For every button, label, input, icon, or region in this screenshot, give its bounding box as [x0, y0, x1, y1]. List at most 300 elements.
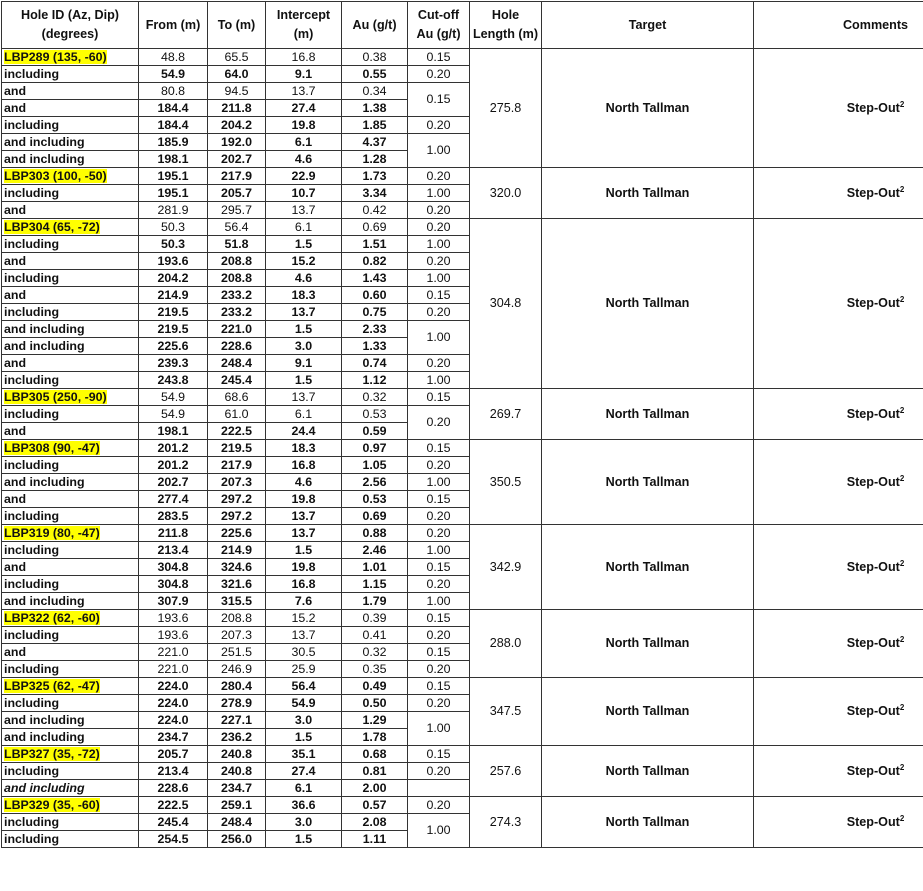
to-cell: 64.0 [208, 66, 266, 83]
table-row [2, 168, 923, 185]
au-cell: 2.46 [342, 542, 408, 559]
interval-label-cell [2, 712, 139, 729]
cutoff-cell: 0.20 [408, 508, 470, 525]
interval-label-cell [2, 644, 139, 661]
footnote-ref: 2 [900, 473, 904, 482]
interval-label: and [4, 101, 26, 115]
from-cell: 222.5 [139, 797, 208, 814]
from-cell: 202.7 [139, 474, 208, 491]
interval-label-cell [2, 763, 139, 780]
interval-label-cell [2, 695, 139, 712]
interval-label-cell [2, 66, 139, 83]
interval-label-cell [2, 729, 139, 746]
interval-label: and [4, 645, 26, 659]
interval-label-cell [2, 236, 139, 253]
target-cell: North Tallman [542, 49, 754, 168]
interval-label-cell [2, 559, 139, 576]
interval-label: and [4, 560, 26, 574]
from-cell: 228.6 [139, 780, 208, 797]
cutoff-cell: 1.00 [408, 270, 470, 287]
comment-cell [754, 219, 923, 389]
cutoff-cell: 0.20 [408, 66, 470, 83]
intercept-cell: 19.8 [266, 491, 342, 508]
footnote-ref: 2 [900, 184, 904, 193]
interval-label-cell [2, 508, 139, 525]
footnote-ref: 2 [900, 99, 904, 108]
au-cell: 0.39 [342, 610, 408, 627]
from-cell: 201.2 [139, 440, 208, 457]
interval-label: including [4, 764, 59, 778]
from-cell: 54.9 [139, 406, 208, 423]
intercept-cell: 9.1 [266, 355, 342, 372]
interval-label: and including [4, 594, 85, 608]
intercept-cell: 30.5 [266, 644, 342, 661]
hole-id-cell [2, 525, 139, 542]
intercept-cell: 13.7 [266, 202, 342, 219]
from-cell: 211.8 [139, 525, 208, 542]
interval-label: and including [4, 152, 85, 166]
au-cell: 0.68 [342, 746, 408, 763]
from-cell: 205.7 [139, 746, 208, 763]
intercept-cell: 3.0 [266, 338, 342, 355]
to-cell: 207.3 [208, 627, 266, 644]
cutoff-cell: 1.00 [408, 814, 470, 848]
target-cell: North Tallman [542, 168, 754, 219]
to-cell: 233.2 [208, 287, 266, 304]
comment-cell [754, 525, 923, 610]
comment-cell [754, 746, 923, 797]
intercept-cell: 13.7 [266, 83, 342, 100]
cutoff-cell: 0.15 [408, 440, 470, 457]
target-cell: North Tallman [542, 678, 754, 746]
footnote-ref: 2 [900, 295, 904, 304]
to-cell: 217.9 [208, 168, 266, 185]
hole-id: LBP289 (135, -60) [4, 50, 107, 64]
from-cell: 245.4 [139, 814, 208, 831]
hole-length-cell: 274.3 [470, 797, 542, 848]
au-cell: 1.73 [342, 168, 408, 185]
to-cell: 228.6 [208, 338, 266, 355]
hole-length-cell: 257.6 [470, 746, 542, 797]
interval-label: including [4, 118, 59, 132]
intercept-cell: 54.9 [266, 695, 342, 712]
cutoff-cell: 0.20 [408, 525, 470, 542]
interval-label: including [4, 67, 59, 81]
from-cell: 204.2 [139, 270, 208, 287]
from-cell: 239.3 [139, 355, 208, 372]
interval-label: and [4, 356, 26, 370]
au-cell: 0.69 [342, 219, 408, 236]
from-cell: 195.1 [139, 168, 208, 185]
interval-label: including [4, 509, 59, 523]
au-cell: 1.33 [342, 338, 408, 355]
interval-label: including [4, 662, 59, 676]
target-cell: North Tallman [542, 219, 754, 389]
au-cell: 0.59 [342, 423, 408, 440]
to-cell: 207.3 [208, 474, 266, 491]
from-cell: 304.8 [139, 559, 208, 576]
intercept-cell: 22.9 [266, 168, 342, 185]
au-cell: 0.60 [342, 287, 408, 304]
interval-label-cell [2, 593, 139, 610]
from-cell: 198.1 [139, 423, 208, 440]
interval-label-cell [2, 321, 139, 338]
from-cell: 221.0 [139, 661, 208, 678]
from-cell: 50.3 [139, 219, 208, 236]
cutoff-cell: 1.00 [408, 321, 470, 355]
interval-label-cell [2, 542, 139, 559]
to-cell: 297.2 [208, 508, 266, 525]
from-cell: 281.9 [139, 202, 208, 219]
from-cell: 219.5 [139, 304, 208, 321]
comment-cell [754, 168, 923, 219]
au-cell: 0.74 [342, 355, 408, 372]
from-cell: 283.5 [139, 508, 208, 525]
comment-text: Step-Out [847, 560, 900, 574]
from-cell: 198.1 [139, 151, 208, 168]
to-cell: 245.4 [208, 372, 266, 389]
interval-label: including [4, 373, 59, 387]
interval-label-cell [2, 83, 139, 100]
hole-id-cell [2, 440, 139, 457]
table-row [2, 219, 923, 236]
interval-label-cell [2, 253, 139, 270]
cutoff-cell: 1.00 [408, 134, 470, 168]
target-cell: North Tallman [542, 610, 754, 678]
cutoff-cell: 0.15 [408, 559, 470, 576]
table-row [2, 746, 923, 763]
comment-cell [754, 797, 923, 848]
footnote-ref: 2 [900, 558, 904, 567]
intercept-cell: 13.7 [266, 304, 342, 321]
intercept-cell: 16.8 [266, 576, 342, 593]
interval-label: and including [4, 135, 85, 149]
interval-label: and [4, 84, 26, 98]
from-cell: 213.4 [139, 542, 208, 559]
to-cell: 221.0 [208, 321, 266, 338]
au-cell: 0.35 [342, 661, 408, 678]
table-row [2, 797, 923, 814]
from-cell: 254.5 [139, 831, 208, 848]
hole-length-cell: 269.7 [470, 389, 542, 440]
to-cell: 315.5 [208, 593, 266, 610]
interval-label-cell [2, 287, 139, 304]
to-cell: 240.8 [208, 763, 266, 780]
header-row [2, 2, 923, 49]
interval-label-cell [2, 100, 139, 117]
hole-id: LBP327 (35, -72) [4, 747, 100, 761]
interval-label: and [4, 424, 26, 438]
cutoff-cell: 0.20 [408, 117, 470, 134]
interval-label-cell [2, 474, 139, 491]
target-cell: North Tallman [542, 389, 754, 440]
table-row [2, 440, 923, 457]
cutoff-cell: 0.20 [408, 627, 470, 644]
to-cell: 234.7 [208, 780, 266, 797]
au-cell: 1.79 [342, 593, 408, 610]
to-cell: 297.2 [208, 491, 266, 508]
to-cell: 208.8 [208, 270, 266, 287]
cutoff-cell: 1.00 [408, 712, 470, 746]
au-cell: 2.00 [342, 780, 408, 797]
interval-label: and including [4, 730, 85, 744]
hole-id: LBP329 (35, -60) [4, 798, 100, 812]
comment-text: Step-Out [847, 764, 900, 778]
interval-label: including [4, 628, 59, 642]
intercept-cell: 6.1 [266, 134, 342, 151]
intercept-cell: 13.7 [266, 389, 342, 406]
from-cell: 219.5 [139, 321, 208, 338]
to-cell: 280.4 [208, 678, 266, 695]
intercept-cell: 36.6 [266, 797, 342, 814]
target-cell: North Tallman [542, 525, 754, 610]
interval-label: including [4, 577, 59, 591]
intercept-cell: 7.6 [266, 593, 342, 610]
interval-label-cell [2, 661, 139, 678]
interval-label-cell [2, 338, 139, 355]
to-cell: 204.2 [208, 117, 266, 134]
to-cell: 65.5 [208, 49, 266, 66]
au-cell: 2.33 [342, 321, 408, 338]
from-cell: 195.1 [139, 185, 208, 202]
intercept-cell: 6.1 [266, 406, 342, 423]
cutoff-cell: 1.00 [408, 474, 470, 491]
from-cell: 243.8 [139, 372, 208, 389]
au-cell: 1.28 [342, 151, 408, 168]
col-hole-id: Hole ID (Az, Dip) (degrees) [2, 2, 139, 49]
from-cell: 277.4 [139, 491, 208, 508]
interval-label-cell [2, 406, 139, 423]
comment-text: Step-Out [847, 704, 900, 718]
interval-label-cell [2, 270, 139, 287]
interval-label-cell [2, 491, 139, 508]
hole-id: LBP304 (65, -72) [4, 220, 100, 234]
interval-label-cell [2, 304, 139, 321]
comment-text: Step-Out [847, 296, 900, 310]
to-cell: 217.9 [208, 457, 266, 474]
intercept-cell: 10.7 [266, 185, 342, 202]
to-cell: 56.4 [208, 219, 266, 236]
interval-label-cell [2, 185, 139, 202]
from-cell: 80.8 [139, 83, 208, 100]
au-cell: 0.69 [342, 508, 408, 525]
intercept-cell: 4.6 [266, 151, 342, 168]
hole-length-cell: 288.0 [470, 610, 542, 678]
comment-cell [754, 440, 923, 525]
from-cell: 224.0 [139, 678, 208, 695]
comment-cell [754, 678, 923, 746]
footnote-ref: 2 [900, 405, 904, 414]
interval-label-cell [2, 134, 139, 151]
comment-text: Step-Out [847, 186, 900, 200]
intercept-cell: 1.5 [266, 236, 342, 253]
from-cell: 193.6 [139, 253, 208, 270]
interval-label: and including [4, 339, 85, 353]
footnote-ref: 2 [900, 762, 904, 771]
to-cell: 233.2 [208, 304, 266, 321]
to-cell: 192.0 [208, 134, 266, 151]
cutoff-cell: 1.00 [408, 236, 470, 253]
au-cell: 0.53 [342, 406, 408, 423]
hole-id: LBP319 (80, -47) [4, 526, 100, 540]
to-cell: 248.4 [208, 355, 266, 372]
to-cell: 61.0 [208, 406, 266, 423]
interval-label-cell [2, 355, 139, 372]
hole-length-cell: 342.9 [470, 525, 542, 610]
au-cell: 0.97 [342, 440, 408, 457]
cutoff-cell: 0.20 [408, 253, 470, 270]
to-cell: 321.6 [208, 576, 266, 593]
target-cell: North Tallman [542, 797, 754, 848]
comment-cell [754, 610, 923, 678]
hole-length-cell: 320.0 [470, 168, 542, 219]
footnote-ref: 2 [900, 813, 904, 822]
interval-label: and including [4, 475, 85, 489]
interval-label-cell [2, 151, 139, 168]
comment-text: Step-Out [847, 475, 900, 489]
from-cell: 224.0 [139, 712, 208, 729]
to-cell: 246.9 [208, 661, 266, 678]
interval-label: and including [4, 713, 85, 727]
intercept-cell: 1.5 [266, 831, 342, 848]
intercept-cell: 56.4 [266, 678, 342, 695]
to-cell: 214.9 [208, 542, 266, 559]
to-cell: 278.9 [208, 695, 266, 712]
interval-label-cell [2, 423, 139, 440]
interval-label-cell [2, 576, 139, 593]
from-cell: 54.9 [139, 66, 208, 83]
intercept-cell: 1.5 [266, 542, 342, 559]
cutoff-cell: 0.15 [408, 389, 470, 406]
intercept-cell: 24.4 [266, 423, 342, 440]
from-cell: 214.9 [139, 287, 208, 304]
interval-label: and [4, 288, 26, 302]
interval-label: and [4, 203, 26, 217]
col-comments: Comments [754, 2, 923, 49]
interval-label-cell [2, 117, 139, 134]
from-cell: 50.3 [139, 236, 208, 253]
to-cell: 256.0 [208, 831, 266, 848]
interval-label-cell [2, 627, 139, 644]
to-cell: 248.4 [208, 814, 266, 831]
from-cell: 304.8 [139, 576, 208, 593]
interval-label: including [4, 543, 59, 557]
from-cell: 185.9 [139, 134, 208, 151]
interval-label: including [4, 407, 59, 421]
from-cell: 184.4 [139, 117, 208, 134]
cutoff-cell: 0.15 [408, 491, 470, 508]
cutoff-cell: 1.00 [408, 542, 470, 559]
table-row [2, 389, 923, 406]
to-cell: 219.5 [208, 440, 266, 457]
cutoff-cell: 1.00 [408, 372, 470, 389]
interval-label: including [4, 832, 59, 846]
au-cell: 0.50 [342, 695, 408, 712]
interval-label-cell [2, 831, 139, 848]
au-cell: 1.29 [342, 712, 408, 729]
intercept-cell: 1.5 [266, 321, 342, 338]
intercept-cell: 27.4 [266, 763, 342, 780]
interval-label: and [4, 492, 26, 506]
intercept-cell: 1.5 [266, 729, 342, 746]
au-cell: 1.12 [342, 372, 408, 389]
intercept-cell: 18.3 [266, 287, 342, 304]
to-cell: 222.5 [208, 423, 266, 440]
to-cell: 240.8 [208, 746, 266, 763]
intercept-cell: 13.7 [266, 627, 342, 644]
to-cell: 295.7 [208, 202, 266, 219]
comment-cell [754, 389, 923, 440]
cutoff-cell [408, 780, 470, 797]
to-cell: 205.7 [208, 185, 266, 202]
col-intercept: Intercept (m) [266, 2, 342, 49]
au-cell: 0.55 [342, 66, 408, 83]
au-cell: 1.01 [342, 559, 408, 576]
from-cell: 307.9 [139, 593, 208, 610]
comment-text: Step-Out [847, 636, 900, 650]
interval-label-cell [2, 202, 139, 219]
hole-length-cell: 304.8 [470, 219, 542, 389]
intercept-cell: 35.1 [266, 746, 342, 763]
cutoff-cell: 0.20 [408, 202, 470, 219]
cutoff-cell: 0.15 [408, 610, 470, 627]
interval-label: including [4, 186, 59, 200]
table-row [2, 610, 923, 627]
cutoff-cell: 0.15 [408, 287, 470, 304]
cutoff-cell: 0.20 [408, 576, 470, 593]
intercept-cell: 15.2 [266, 610, 342, 627]
cutoff-cell: 1.00 [408, 185, 470, 202]
interval-label: including [4, 305, 59, 319]
intercept-cell: 6.1 [266, 780, 342, 797]
col-to: To (m) [208, 2, 266, 49]
col-target: Target [542, 2, 754, 49]
to-cell: 208.8 [208, 253, 266, 270]
au-cell: 1.15 [342, 576, 408, 593]
intercept-cell: 4.6 [266, 474, 342, 491]
to-cell: 324.6 [208, 559, 266, 576]
interval-label-cell [2, 372, 139, 389]
cutoff-cell: 0.20 [408, 219, 470, 236]
hole-id-cell [2, 678, 139, 695]
from-cell: 221.0 [139, 644, 208, 661]
au-cell: 3.34 [342, 185, 408, 202]
au-cell: 2.08 [342, 814, 408, 831]
to-cell: 251.5 [208, 644, 266, 661]
to-cell: 227.1 [208, 712, 266, 729]
cutoff-cell: 0.20 [408, 304, 470, 321]
from-cell: 184.4 [139, 100, 208, 117]
hole-id-cell [2, 49, 139, 66]
interval-label-cell [2, 780, 139, 797]
hole-id-cell [2, 389, 139, 406]
intercept-cell: 13.7 [266, 508, 342, 525]
from-cell: 201.2 [139, 457, 208, 474]
cutoff-cell: 0.15 [408, 678, 470, 695]
intercept-cell: 9.1 [266, 66, 342, 83]
comment-text: Step-Out [847, 101, 900, 115]
col-hole-length: Hole Length (m) [470, 2, 542, 49]
cutoff-cell: 0.15 [408, 83, 470, 117]
intercept-cell: 16.8 [266, 49, 342, 66]
hole-id: LBP322 (62, -60) [4, 611, 100, 625]
interval-label: including [4, 237, 59, 251]
from-cell: 193.6 [139, 610, 208, 627]
to-cell: 94.5 [208, 83, 266, 100]
cutoff-cell: 0.20 [408, 797, 470, 814]
au-cell: 0.41 [342, 627, 408, 644]
from-cell: 224.0 [139, 695, 208, 712]
